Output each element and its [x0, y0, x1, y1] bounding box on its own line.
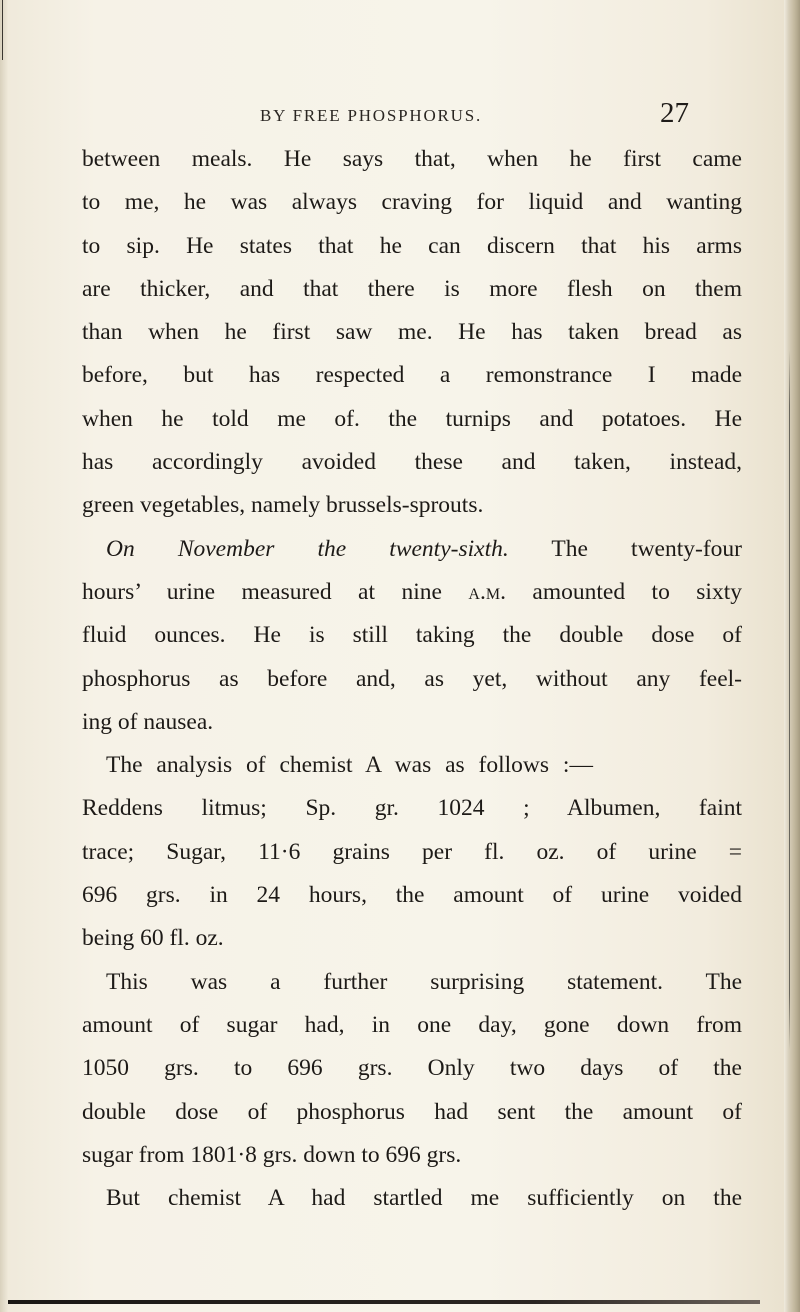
text-line: The analysis of chemist A was as follows :—: [106, 752, 593, 779]
text-line: fluid ounces. He is still taking the double dose of: [82, 622, 742, 649]
date-heading: On November the twenty-sixth.: [106, 535, 509, 562]
text-fragment: The twenty-four: [551, 535, 742, 562]
page-gutter: [0, 0, 8, 1312]
text-line: being 60 fl. oz.: [82, 925, 224, 952]
text-line: amount of sugar had, in one day, gone down from: [82, 1011, 742, 1038]
text-line: double dose of phosphorus had sent the amount of: [82, 1098, 742, 1125]
text-line: trace; Sugar, 11·6 grains per fl. oz. of urine =: [82, 838, 742, 865]
page-edge: [784, 0, 800, 1312]
text-line: than when he first saw me. He has taken bread as: [82, 319, 742, 346]
text-fragment: hours’ urine measured at nine: [82, 578, 442, 605]
text-line: ing of nausea.: [82, 708, 214, 735]
text-line: has accordingly avoided these and taken, instead,: [82, 449, 742, 476]
text-line: This was a further surprising statement. The: [106, 968, 742, 995]
text-line: 696 grs. in 24 hours, the amount of urine voided: [82, 882, 742, 909]
text-fragment: amounted to sixty: [532, 578, 742, 605]
text-line: to me, he was always craving for liquid and wanting: [82, 189, 742, 216]
text-line: to sip. He states that he can discern that his arms: [82, 232, 742, 259]
text-line: when he told me of. the turnips and potatoes. He: [82, 405, 742, 432]
running-head: BY FREE PHOSPHORUS.: [260, 106, 483, 125]
body-text: [82, 138, 742, 1220]
text-line: sugar from 1801·8 grs. down to 696 grs.: [82, 1141, 462, 1168]
time-abbrev: a.m.: [468, 578, 506, 605]
text-line: But chemist A had startled me sufficiently on the: [106, 1185, 742, 1212]
text-line: between meals. He says that, when he first came: [82, 146, 742, 172]
page-bottom-edge: [8, 1300, 760, 1304]
text-line: [82, 571, 742, 614]
text-line: [82, 528, 742, 571]
text-line: phosphorus as before and, as yet, without any feel-: [82, 665, 742, 692]
page-number: 27: [660, 97, 689, 129]
text-line: before, but has respected a remonstrance I made: [82, 362, 742, 389]
text-line: 1050 grs. to 696 grs. Only two days of the: [82, 1055, 742, 1082]
text-line: Reddens litmus; Sp. gr. 1024 ; Albumen, faint: [82, 795, 742, 822]
text-line: green vegetables, namely brussels-sprouts.: [82, 492, 484, 519]
text-line: are thicker, and that there is more flesh on them: [82, 275, 742, 302]
